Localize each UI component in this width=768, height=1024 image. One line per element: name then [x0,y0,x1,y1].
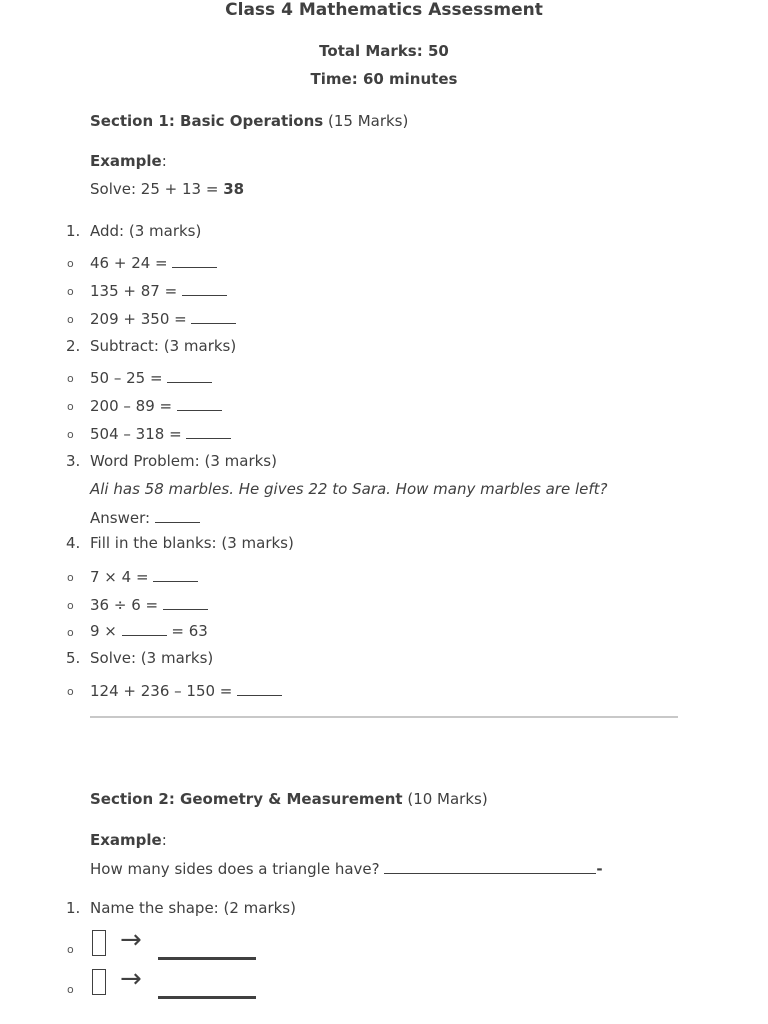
section2-example-row [90,859,603,878]
answer-blank[interactable] [167,368,212,383]
list-item: 209 + 350 = [90,309,236,328]
list-item: 504 – 318 = [90,424,231,443]
total-marks: Total Marks: 50 [319,42,449,60]
section2-heading-row [90,790,488,808]
answer-blank[interactable] [172,253,217,268]
arrow-right-icon: → [120,925,142,955]
arrow-right-icon: → [120,964,142,994]
section2-heading: Section 2: Geometry & Measurement [90,790,403,808]
bullet-icon: o [67,400,74,413]
section1-example-colon: : [161,152,167,170]
section2-example-label-row [90,831,167,849]
section1-example-answer: 38 [223,180,245,198]
answer-blank[interactable] [186,424,231,439]
answer-blank[interactable] [155,508,200,523]
list-item: 36 ÷ 6 = [90,595,208,614]
section2-marks: (10 Marks) [407,790,488,808]
word-problem-answer: Answer: [90,508,200,527]
bullet-icon: o [67,285,74,298]
answer-line[interactable] [158,957,256,960]
bullet-icon: o [67,983,74,996]
answer-blank[interactable] [153,567,198,582]
list-item: 50 – 25 = [90,368,212,387]
section1-example-text: Solve: 25 + 13 = [90,180,224,198]
answer-blank[interactable] [122,621,167,636]
question-label: Solve: (3 marks) [90,649,214,667]
section-divider [90,716,678,718]
bullet-icon: o [67,257,74,270]
bullet-icon: o [67,599,74,612]
page-title: Class 4 Mathematics Assessment [225,0,543,20]
bullet-icon: o [67,685,74,698]
example-suffix: - [596,860,603,878]
list-item: 200 – 89 = [90,396,222,415]
section2-example-text: How many sides does a triangle have? [90,860,385,878]
section1-marks: (15 Marks) [327,112,409,130]
list-item: 124 + 236 – 150 = [90,681,282,700]
bullet-icon: o [67,428,74,441]
section1-heading-row [90,112,408,130]
list-item: 46 + 24 = [90,253,217,272]
time-limit: Time: 60 minutes [310,70,458,88]
question-number: 4. [66,534,81,552]
question-label: Fill in the blanks: (3 marks) [90,534,294,552]
list-item: 135 + 87 = [90,281,227,300]
bullet-icon: o [67,571,74,584]
section1-heading: Section 1: Basic Operations [90,112,324,130]
answer-blank[interactable] [177,396,222,411]
answer-blank[interactable] [182,281,227,296]
answer-blank[interactable] [191,309,236,324]
answer-blank[interactable] [384,859,596,874]
question-label: Add: (3 marks) [90,222,202,240]
list-item: 9 × = 63 [90,622,208,640]
section2-example-colon: : [161,831,167,849]
question-number: 1. [66,899,81,917]
question-label: Word Problem: (3 marks) [90,452,277,470]
answer-blank[interactable] [237,681,282,696]
shape-placeholder-icon [92,969,106,995]
bullet-icon: o [67,943,74,956]
question-number: 1. [66,222,81,240]
bullet-icon: o [67,372,74,385]
word-problem-text: Ali has 58 marbles. He gives 22 to Sara. How many marbles are left? [90,480,608,498]
section1-example-row [90,180,244,198]
bullet-icon: o [67,313,74,326]
question-label: Subtract: (3 marks) [90,337,237,355]
section1-example-label-row [90,152,167,170]
question-label: Name the shape: (2 marks) [90,899,296,917]
answer-blank[interactable] [163,595,208,610]
section2-example-label: Example [90,831,162,849]
bullet-icon: o [67,626,74,639]
question-number: 5. [66,649,81,667]
answer-line[interactable] [158,996,256,999]
list-item: 7 × 4 = [90,567,198,586]
shape-placeholder-icon [92,930,106,956]
question-number: 3. [66,452,81,470]
section1-example-label: Example [90,152,162,170]
question-number: 2. [66,337,81,355]
